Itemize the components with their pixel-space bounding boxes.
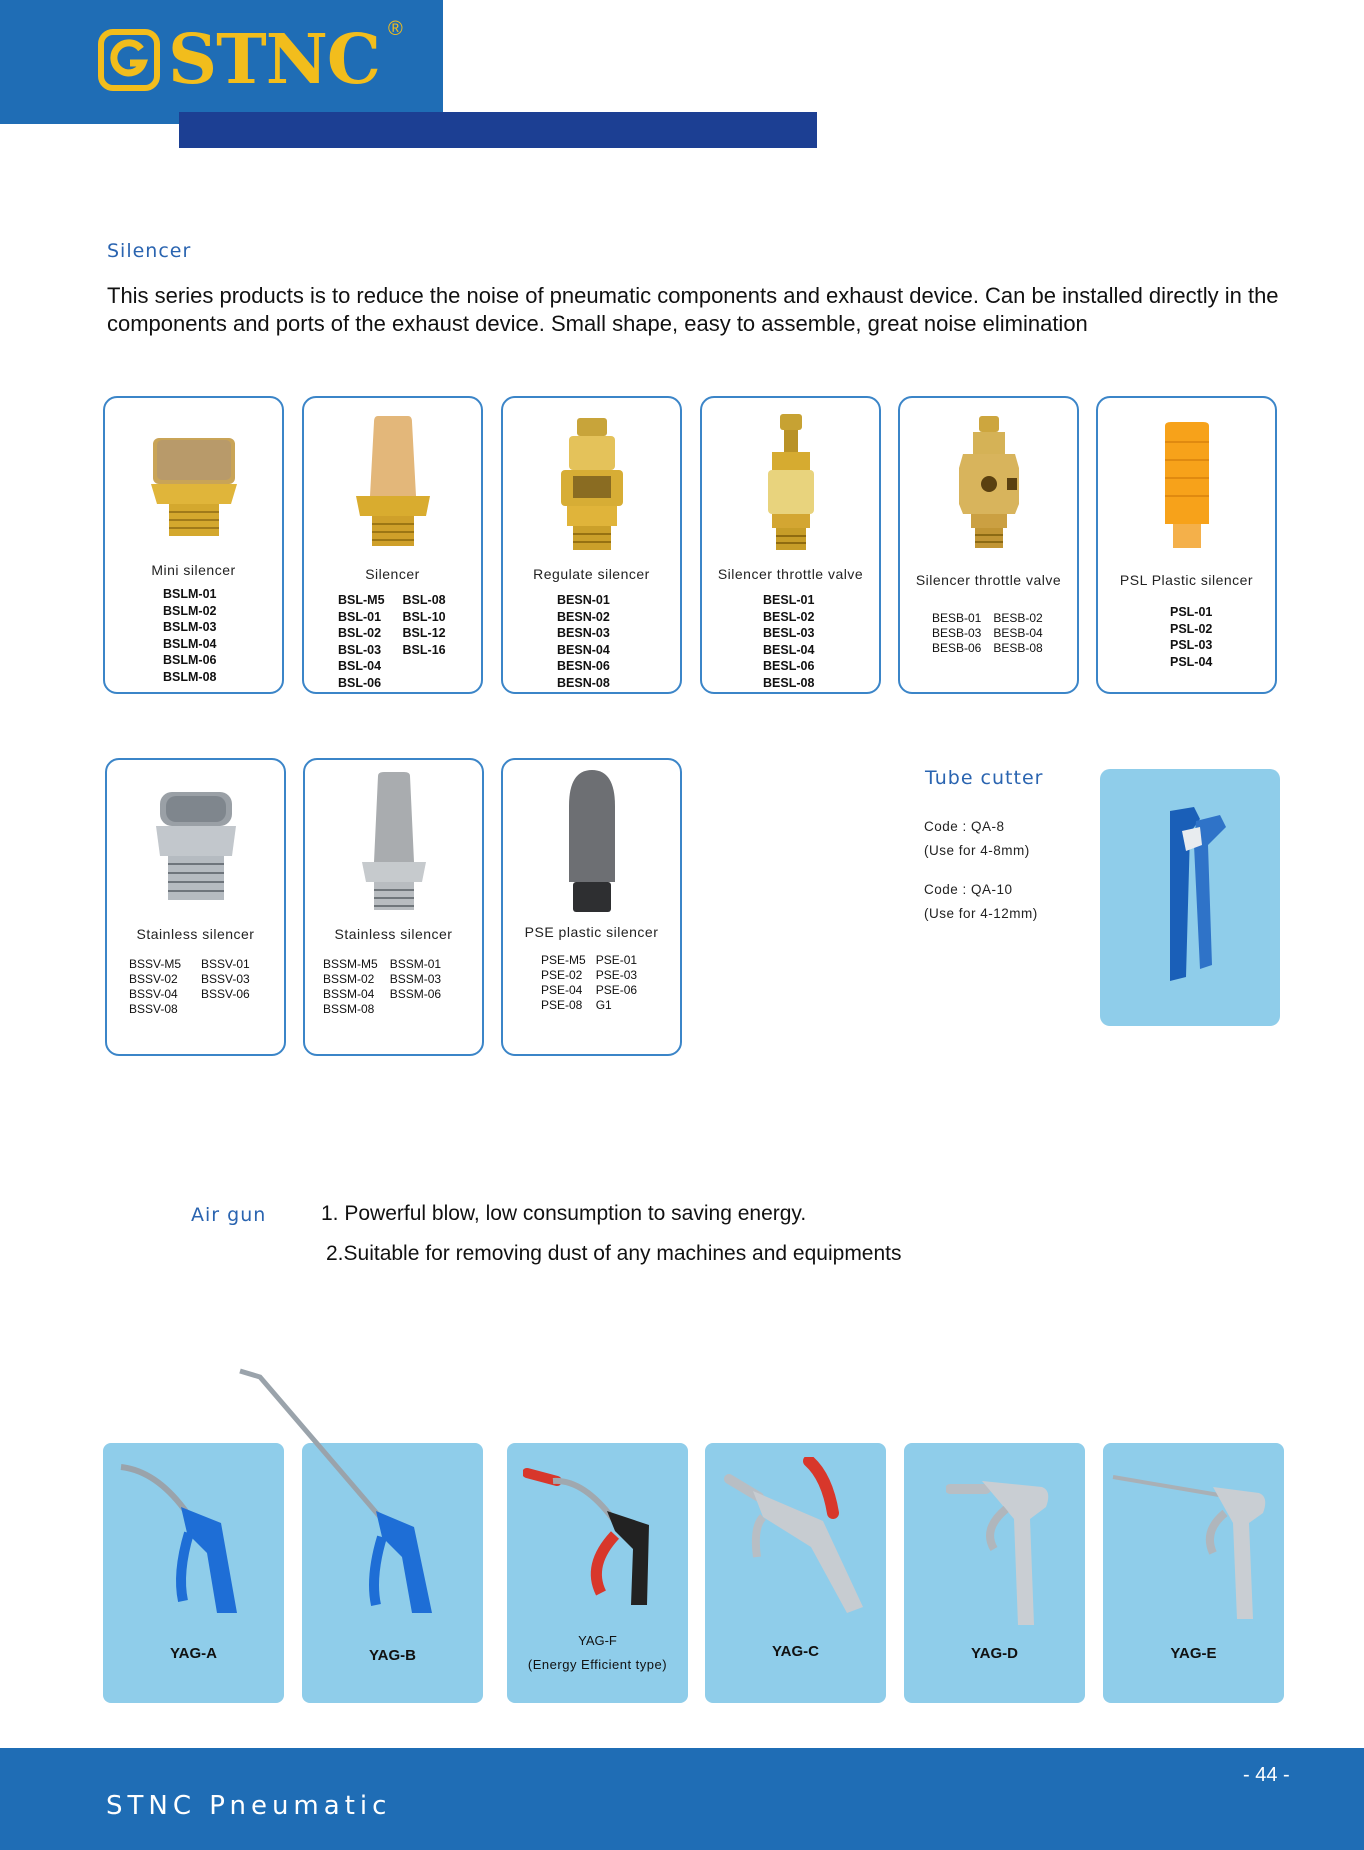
- product-card-silencer-throttle-valve[interactable]: [700, 396, 881, 694]
- product-card-mini-silencer[interactable]: [103, 396, 284, 694]
- yag-b-image: [236, 1367, 466, 1617]
- product-codes: BESL-01 BESL-02 BESL-03 BESL-04 BESL-06 BESL-08: [763, 593, 815, 690]
- silencer-image: [348, 412, 438, 550]
- product-name: PSL Plastic silencer: [1119, 572, 1254, 588]
- psl-plastic-silencer-image: [1147, 420, 1227, 552]
- tube-cutter-code-2: Code : QA-10: [924, 882, 1013, 897]
- brand-logo: [98, 20, 380, 100]
- gun-label: YAG-D: [971, 1645, 1018, 1662]
- gun-label: YAG-C: [772, 1643, 819, 1660]
- product-codes: PSL-01 PSL-02 PSL-03 PSL-04: [1170, 605, 1213, 669]
- product-card-silencer-throttle-valve-b[interactable]: [898, 396, 1079, 694]
- brand-name: STNC: [168, 20, 380, 100]
- product-name: Silencer throttle valve: [717, 566, 864, 582]
- product-card-psl-plastic-silencer[interactable]: [1096, 396, 1277, 694]
- yag-d-image: [946, 1479, 1056, 1629]
- silencer-throttle-valve-image: [756, 412, 826, 552]
- tube-cutter-code-1: Code : QA-8: [924, 819, 1005, 834]
- yag-f-image: [523, 1459, 673, 1609]
- gun-label: YAG-E: [1170, 1645, 1217, 1662]
- product-name: Stainless silencer: [334, 926, 453, 942]
- pse-plastic-silencer-image: [557, 766, 627, 916]
- air-gun-card-yag-c[interactable]: [705, 1443, 886, 1703]
- tube-cutter-image-panel: [1100, 769, 1280, 1026]
- silencer-throttle-valve-b-image: [949, 414, 1029, 550]
- air-gun-card-yag-e[interactable]: [1103, 1443, 1284, 1703]
- stainless-silencer-bssm-image: [354, 770, 434, 914]
- product-codes: BSL-M5 BSL-08 BSL-01 BSL-10 BSL-02 BSL-12 BSL-03 BSL-16 BSL-04 BSL-06: [338, 593, 446, 690]
- gun-sublabel: (Energy Efficient type): [527, 1657, 668, 1672]
- product-codes: BSSM-M5 BSSM-01 BSSM-02 BSSM-03 BSSM-04 BSSM-06 BSSM-08: [323, 957, 442, 1016]
- header-accent-bar: [179, 112, 817, 148]
- page-number: - 44 -: [1243, 1764, 1290, 1786]
- air-gun-card-yag-f[interactable]: [507, 1443, 688, 1703]
- regulate-silencer-image: [547, 416, 637, 552]
- product-codes: PSE-M5 PSE-01 PSE-02 PSE-03 PSE-04 PSE-06 PSE-08 G1: [541, 953, 638, 1012]
- footer-brand-text: STNC Pneumatic: [106, 1791, 392, 1821]
- air-gun-card-yag-b[interactable]: [302, 1443, 483, 1703]
- stainless-silencer-bssv-image: [146, 786, 246, 906]
- gun-label: YAG-F: [578, 1633, 617, 1648]
- air-gun-title: Air gun: [191, 1204, 267, 1226]
- tube-cutter-title: Tube cutter: [925, 767, 1044, 789]
- air-gun-point-2: 2.Suitable for removing dust of any machines and equipments: [326, 1242, 902, 1265]
- product-codes: BESB-01 BESB-02 BESB-03 BESB-04 BESB-06 BESB-08: [932, 611, 1043, 655]
- product-name: PSE plastic silencer: [524, 924, 659, 940]
- g-logo-icon: [98, 29, 160, 91]
- product-name: Silencer throttle valve: [915, 572, 1062, 588]
- product-card-silencer[interactable]: [302, 396, 483, 694]
- registered-mark: ®: [388, 18, 403, 40]
- tube-cutter-image: [1160, 805, 1230, 985]
- product-name: Silencer: [365, 566, 420, 582]
- tube-cutter-use-2: (Use for 4-12mm): [924, 906, 1038, 921]
- product-card-stainless-silencer-bssv[interactable]: [105, 758, 286, 1056]
- yag-c-image: [723, 1457, 873, 1617]
- product-card-regulate-silencer[interactable]: [501, 396, 682, 694]
- air-gun-point-1: 1. Powerful blow, low consumption to saving energy.: [321, 1202, 807, 1225]
- air-gun-card-yag-d[interactable]: [904, 1443, 1085, 1703]
- product-codes: BESN-01 BESN-02 BESN-03 BESN-04 BESN-06 BESN-08: [557, 593, 610, 690]
- page-footer: [0, 1748, 1364, 1850]
- product-codes: BSLM-01 BSLM-02 BSLM-03 BSLM-04 BSLM-06 BSLM-08: [163, 587, 217, 684]
- product-card-pse-plastic-silencer[interactable]: [501, 758, 682, 1056]
- product-name: Regulate silencer: [533, 566, 650, 582]
- gun-label: YAG-B: [369, 1647, 416, 1664]
- yag-e-image: [1109, 1473, 1279, 1623]
- product-codes: BSSV-M5 BSSV-01 BSSV-02 BSSV-03 BSSV-04 BSSV-06 BSSV-08: [129, 957, 250, 1016]
- product-card-stainless-silencer-bssm[interactable]: [303, 758, 484, 1056]
- product-name: Mini silencer: [151, 562, 236, 578]
- product-name: Stainless silencer: [136, 926, 255, 942]
- tube-cutter-use-1: (Use for 4-8mm): [924, 843, 1030, 858]
- silencer-description: This series products is to reduce the noise of pneumatic components and exhaust device. Can be installed directly in the components and ports of the exhaust device. Small shape, easy to assemble, great noise elimination: [107, 283, 1279, 336]
- gun-label: YAG-A: [170, 1645, 217, 1662]
- mini-silencer-image: [139, 430, 249, 542]
- silencer-section-title: Silencer: [107, 240, 192, 262]
